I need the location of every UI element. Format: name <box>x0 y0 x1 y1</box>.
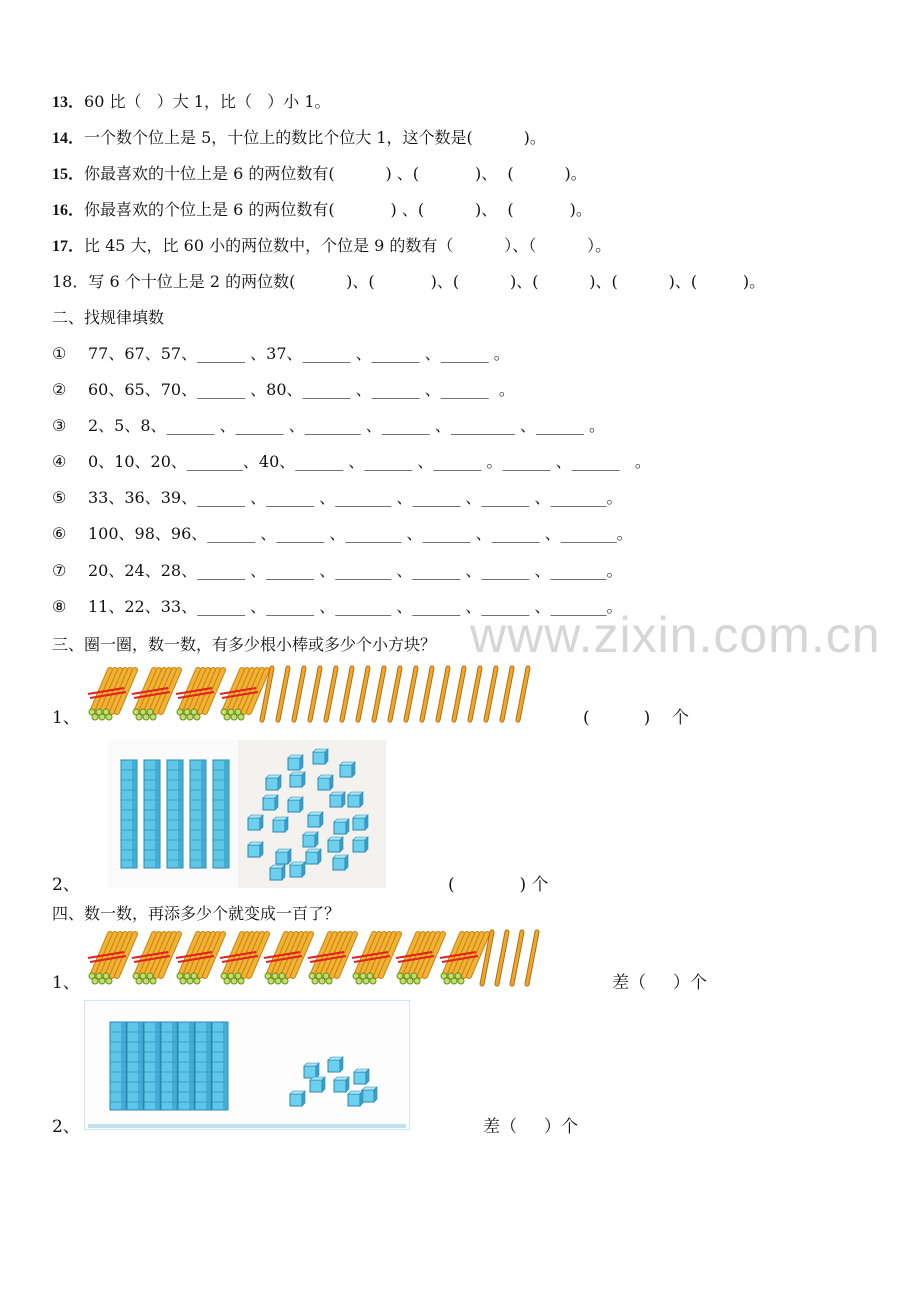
unit-cube-icon <box>290 862 305 877</box>
unit-cube-icon <box>362 1087 377 1102</box>
ten-rod-icon <box>213 760 229 868</box>
question-16 <box>52 200 592 221</box>
unit-cube-icon <box>270 865 285 880</box>
stick-bundle-icon <box>88 934 135 984</box>
s3-q1-label: 1、 <box>52 708 80 728</box>
unit-cube-icon <box>288 797 303 812</box>
stick-bundle-icon <box>396 934 443 984</box>
unit-cube-icon <box>263 795 278 810</box>
unit-cube-icon <box>266 775 281 790</box>
question-number: 18． <box>52 272 89 291</box>
question-text: 你最喜欢的个位上是 6 的两位数有( ) 、( )、 ( )。 <box>84 200 592 219</box>
stick-bundle-icon <box>220 934 267 984</box>
stick-bundle-icon <box>264 934 311 984</box>
unit-cube-icon <box>306 849 321 864</box>
unit-cube-icon <box>308 812 323 827</box>
item-marker: ③ <box>52 416 67 435</box>
unit-cube-icon <box>330 792 345 807</box>
question-text: 一个数个位上是 5，十位上的数比个位大 1，这个数是( )。 <box>84 128 546 147</box>
unit-cube-icon <box>273 817 288 832</box>
item-marker: ④ <box>52 452 67 471</box>
item-text: 33、36、39、______ 、______ 、_______ 、______ 、______ 、_______。 <box>88 488 623 507</box>
item-text: 11、22、33、______ 、______ 、_______ 、______ 、______ 、_______。 <box>88 597 623 616</box>
ten-rod-icon <box>178 1022 194 1110</box>
single-stick-icon <box>326 668 336 720</box>
pattern-item-5 <box>52 488 623 508</box>
ten-rod-icon <box>144 760 160 868</box>
pattern-item-6 <box>52 524 633 544</box>
unit-cube-icon <box>290 1091 305 1106</box>
unit-cube-icon <box>248 815 263 830</box>
s4-q1-label: 1、 <box>52 973 80 993</box>
single-stick-icon <box>294 668 304 720</box>
s4-q2-label: 2、 <box>52 1117 80 1137</box>
ten-rod-icon <box>195 1022 211 1110</box>
stick-bundle-icon <box>88 670 135 720</box>
single-stick-icon <box>358 668 368 720</box>
ten-rod-icon <box>212 1022 228 1110</box>
unit-cube-icon <box>313 749 328 764</box>
section4-heading: 四、数一数，再添多少个就变成一百了？ <box>52 904 341 923</box>
single-stick-icon <box>374 668 384 720</box>
single-stick-icon <box>454 668 464 720</box>
unit-cube-icon <box>276 849 291 864</box>
item-marker: ② <box>52 380 67 399</box>
question-text: 写 6 个十位上是 2 的两位数( )、( )、( )、( )、( )、( )。 <box>88 272 766 291</box>
unit-cube-icon <box>348 1091 363 1106</box>
question-number: 15． <box>52 166 85 183</box>
unit-cube-icon <box>333 855 348 870</box>
single-stick-icon <box>502 668 512 720</box>
question-14 <box>52 128 546 149</box>
single-stick-icon <box>486 668 496 720</box>
unit-cube-icon <box>248 842 263 857</box>
pattern-item-2 <box>52 380 515 400</box>
pattern-item-7 <box>52 561 623 581</box>
section2-heading: 二、找规律填数 <box>52 308 165 327</box>
item-text: 100、98、96、______ 、______ 、_______ 、______ 、______ 、_______。 <box>88 524 633 543</box>
question-number: 16． <box>52 202 85 219</box>
unit-cube-icon <box>348 792 363 807</box>
single-stick-icon <box>497 932 507 984</box>
question-13 <box>52 92 331 113</box>
item-text: 2、5、8、______ 、______ 、_______ 、______ 、________ 、______ 。 <box>88 416 606 435</box>
question-text: 60 比（ ）大 1，比（ ）小 1。 <box>84 92 331 111</box>
stick-bundle-icon <box>132 670 179 720</box>
watermark: www.zixin.com.cn <box>470 607 881 663</box>
item-marker: ① <box>52 344 67 363</box>
item-text: 77、67、57、______ 、37、______ 、______ 、______ 。 <box>88 344 510 363</box>
ten-rod-icon <box>121 760 137 868</box>
single-stick-icon <box>512 932 522 984</box>
pattern-item-1 <box>52 344 510 364</box>
single-stick-icon <box>278 668 288 720</box>
ten-rod-icon <box>167 760 183 868</box>
pattern-item-4 <box>52 452 651 472</box>
question-text: 你最喜欢的十位上是 6 的两位数有( ) 、( )、 ( )。 <box>84 164 587 183</box>
ten-rod-icon <box>144 1022 160 1110</box>
item-marker: ⑦ <box>52 561 67 580</box>
unit-cube-icon <box>353 837 368 852</box>
unit-cube-icon <box>288 755 303 770</box>
stick-bundle-icon <box>176 934 223 984</box>
single-stick-icon <box>470 668 480 720</box>
item-marker: ⑧ <box>52 597 67 616</box>
item-text: 0、10、20、_______、40、______ 、______ 、______ 。______ 、______ 。 <box>88 452 651 471</box>
unit-cube-icon <box>303 832 318 847</box>
section3-heading: 三、圈一圈，数一数，有多少根小棒或多少个小方块？ <box>52 635 437 654</box>
ten-rod-icon <box>110 1022 126 1110</box>
pattern-item-3 <box>52 416 605 436</box>
item-marker: ⑤ <box>52 488 67 507</box>
s4-q1-answer: 差（ ）个 <box>612 973 708 993</box>
s3-q2-label: 2、 <box>52 875 80 895</box>
single-stick-icon <box>422 668 432 720</box>
unit-cube-icon <box>310 1077 325 1092</box>
single-stick-icon <box>406 668 416 720</box>
cube-blocks-picture-2 <box>84 1000 410 1130</box>
stick-bundle-icon <box>220 670 267 720</box>
unit-cube-icon <box>290 772 305 787</box>
single-stick-icon <box>390 668 400 720</box>
unit-cube-icon <box>318 775 333 790</box>
s4-q2-answer: 差（ ）个 <box>483 1117 579 1137</box>
question-15 <box>52 164 587 185</box>
question-text: 比 45 大，比 60 小的两位数中，个位是 9 的数有（ ）、（ ）。 <box>84 236 612 255</box>
s3-q1-answer: ( ) 个 <box>583 708 689 728</box>
single-stick-icon <box>342 668 352 720</box>
item-text: 60、65、70、______ 、80、______ 、______ 、______ 。 <box>88 380 515 399</box>
unit-cube-icon <box>334 819 349 834</box>
ten-rod-icon <box>127 1022 143 1110</box>
unit-cube-icon <box>340 762 355 777</box>
question-number: 14． <box>52 130 85 147</box>
unit-cube-icon <box>354 1069 369 1084</box>
unit-cube-icon <box>328 1057 343 1072</box>
question-number: 13． <box>52 94 85 111</box>
single-stick-icon <box>310 668 320 720</box>
stick-bundle-icon <box>352 934 399 984</box>
cube-blocks-picture <box>108 740 386 888</box>
unit-cube-icon <box>304 1063 319 1078</box>
ten-rod-icon <box>161 1022 177 1110</box>
item-marker: ⑥ <box>52 524 67 543</box>
single-stick-icon <box>438 668 448 720</box>
single-stick-icon <box>527 932 537 984</box>
stick-bundles-picture-2 <box>84 928 544 988</box>
question-17 <box>52 236 611 257</box>
stick-bundle-icon <box>132 934 179 984</box>
question-number: 17． <box>52 238 85 255</box>
stick-bundle-icon <box>308 934 355 984</box>
question-18 <box>52 272 765 292</box>
single-stick-icon <box>518 668 528 720</box>
stick-bundle-icon <box>176 670 223 720</box>
s3-q2-answer: ( ) 个 <box>448 875 549 895</box>
unit-cube-icon <box>353 815 368 830</box>
item-text: 20、24、28、______ 、______ 、_______ 、______ 、______ 、_______。 <box>88 561 623 580</box>
unit-cube-icon <box>334 1077 349 1092</box>
unit-cube-icon <box>328 837 343 852</box>
stick-bundles-picture <box>84 664 534 724</box>
ten-rod-icon <box>190 760 206 868</box>
stick-bundle-icon <box>440 934 487 984</box>
